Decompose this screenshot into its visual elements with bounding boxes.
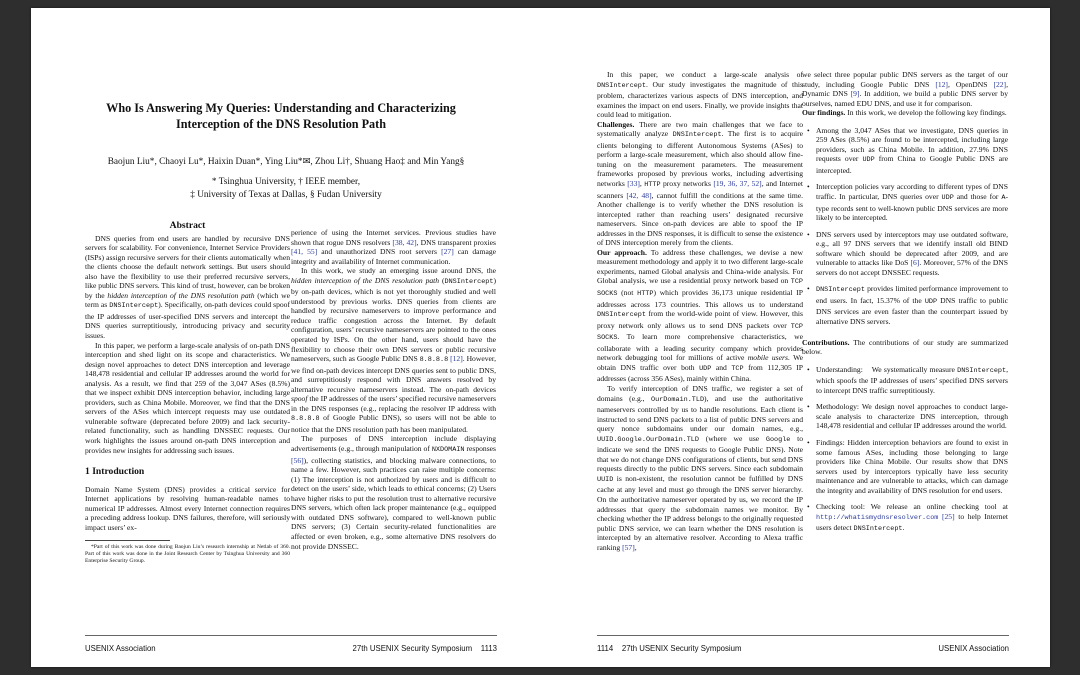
contributions-list [802,365,1008,535]
paragraph-verification: To verify interception of DNS traffic, we register a set of domains (e.g., OurDomain.TLD), and use the authoritative nameservers controlled by us to handle resolutions. Each client is instructed to send DNS packets to a list of public DNS servers and query nonce subdomains under our domain names, e.g., UUID.Google.OurDomain.TLD (where we use Google to indicate we send the DNS requests to Google Public DNS). Note that we do not change DNS configurations of clients, but send DNS requests directly to the public DNS servers. Since each subdomain UUID is non-existent, the resolution cannot be fulfilled by DNS cache at any level and must go through the DNS server hierarchy. On the authoritative nameserver operated by us, we record the IP addresses that query the subdomain names we monitor. By checking whether the IP address belongs to the originally requested public DNS service, we can learn whether the DNS resolution is intercepted by an alternative resolver. According to Alexa traffic ranking [57], [597,383,803,552]
citation-link[interactable]: [6] [910,258,920,268]
citation-link[interactable]: [56] [291,455,304,465]
list-item: • Understanding: We systematically measure DNSIntercept, which spoofs the IP addresses of users’ specified DNS servers to intercept DNS traffic surreptitiously. [802,365,1008,396]
footnote-rule [85,540,170,541]
footer-rule [597,635,1009,636]
citation-link[interactable]: [12] [935,79,948,89]
list-item: • Interception policies vary according to different types of DNS traffic. In particular, DNS queries over UDP and those for A-type records sent to well-known public DNS services are more likely to be intercepted. [802,182,1008,222]
citation-link[interactable]: [57] [622,542,635,552]
citation-link[interactable]: [38, 42] [392,237,417,247]
abstract-heading: Abstract [169,220,206,231]
paper-title [81,100,481,132]
abstract-paragraph-2: In this paper, we perform a large-scale analysis of on-path DNS interception and shed light on its scope and characteristics. We design novel approaches to detect DNS interception and leverage 148,478 residential and cellular IP addresses around the world for analysis. As a result, we find that 259 of the 3,047 ASes (8.5%) that we inspect exhibit DNS interception behavior, including large providers, such as China Mobile. Moreover, we find that the DNS servers of the ASes which intercept requests may use outdated vulnerable software (deprecated before 2009) and lack security-related functionality, such as handling DNSSEC requests. Our work highlights the issues around on-path DNS interception and provides new insights for addressing such issues. [85,340,290,455]
citation-link[interactable]: [33] [627,179,640,189]
affiliation-line-2: ‡ University of Texas at Dallas, § Fudan University [190,190,382,200]
footer-rule [85,635,497,636]
page-1114 [541,8,1050,667]
paragraph-targets: we select three popular public DNS servers as the target of our study, including Google Public DNS [12], OpenDNS [22], Dynamic DNS [9]. In addition, we build a public DNS server by ourselves, named EDU DNS, and use it for comparison. [802,70,1008,108]
affiliations [51,176,521,202]
findings-list [802,126,1008,327]
title-line-1: Who Is Answering My Queries: Understanding and Characterizing [106,101,456,115]
running-footer-page-number: 27th USENIX Security Symposium 1113 [352,644,497,653]
document-viewer-spread [31,8,1050,667]
list-item: • Methodology: We design novel approaches to conduct large-scale analysis to characterize DNS interception, through 148,478 residential and cellular IP addresses around the world. [802,402,1008,431]
intro-paragraph-3: In this work, we study an emerging issue around DNS, the hidden interception of the DNS resolution path (DNSIntercept) by on-path devices, which is not yet thoroughly studied and well understood by previous works. DNS queries from clients are handled by recursive nameservers to improve performance and reduce traffic congestion across the Internet. By default configuration, users’ recursive nameservers are pointed to the ones operated by ISPs. On the other hand, users should have the flexibility to choose their own DNS servers or public recursive nameservers, such as Google Public DNS 8.8.8.8 [12]. However, we find on-path devices intercept DNS queries sent to public DNS, and surreptitiously respond with DNS answers resolved by alternative recursive nameservers instead. The on-path devices spoof the IP addresses of the users’ specified recursive nameservers in the DNS responses (e.g., replacing the resolver IP address with 8.8.8.8 of Google Public DNS), so users will not be able to notice that the DNS resolution path has been manipulated. [291,266,496,434]
paragraph-contributions-intro: Contributions. The contributions of our study are summarized below. [802,337,1008,357]
paragraph-challenges: Challenges. There are two main challenges that we face to systematically analyze DNSIntercept. The first is to acquire clients belonging to different Autonomous Systems (ASes) to perform a large-scale measurement, which also should allow fine-tuning on the measurement parameters. The measurement frameworks proposed by previous works, including advertising networks [33], HTTP proxy networks [19, 36, 37, 52], and Internet scanners [42, 48], cannot fulfill the conditions at the same time. Another challenge is to verify whether the DNS resolution is intercepted rather than reaching users’ designated recursive nameservers. Since on-path devices are able to spoof the IP addresses in the DNS responses, it is difficult to sense the existence of DNS interception merely from the clients. [597,119,804,248]
running-footer-left: USENIX Association [85,644,156,653]
paragraph-approach: Our approach. To address these challenges, we devise a new measurement methodology and apply it to two different large-scale experiments, named Global analysis and China-wide analysis. For Global analysis, we use a residential proxy network based on TCP SOCKS (not HTTP) which provides 36,173 unique residential IP addresses across 173 countries. This allows us to understand DNSIntercept from the world-wide point of view. However, this proxy network only allows us to send DNS packets over TCP SOCKS. To learn more comprehensive characteristics, we collaborate with a leading security company which provides network debugging tool for millions of active mobile users. We obtain DNS traffic over both UDP and TCP from 112,305 IP addresses (across 356 ASes), mainly within China. [597,247,804,384]
title-line-2: Interception of the DNS Resolution Path [175,117,386,131]
left-column-2 [291,228,496,551]
left-column-1 [85,221,290,565]
paragraph-overview: In this paper, we conduct a large-scale analysis of DNSIntercept. Our study investigates the magnitude of this problem, characterizes various aspects of DNS interception, and examines the impact on end users. Finally, we provide insights that could lead to mitigation. [597,70,803,120]
citation-link[interactable]: [25] [941,511,955,521]
list-item: • DNS servers used by interceptors may use outdated software, e.g., all 97 DNS servers that we identify install old BIND software which should be deprecated after 2009, and are vulnerable to attacks like DoS [6]. Moreover, 57% of the DNS servers do not accept DNSSEC requests. [802,230,1008,278]
citation-link[interactable]: [22] [993,79,1007,89]
citation-link[interactable]: [27] [441,247,454,257]
checking-tool-link[interactable]: http://whatismydnsresolver.com [816,513,939,522]
list-item: • Among the 3,047 ASes that we investigate, DNS queries in 259 ASes (8.5%) are found to be intercepted, including large providers, such as China Mobile. In addition, 27.9% DNS requests over UDP from China to Google Public DNS are intercepted. [802,126,1008,176]
footnote: *Part of this work was done during Baojun Liu’s research internship at Netlab of 360. Part of this work was done in the Joint Research Center by Tsinghua University and 360 Enterprise Security Group. [85,544,290,565]
page-1113 [31,8,540,667]
citation-link[interactable]: [9] [850,89,860,99]
intro-paragraph-1: Domain Name System (DNS) provides a critical service for Internet applications by resolving human-readable names to numerical IP addresses. Almost every Internet connection requires a preceding address lookup. DNS failures, therefore, will seriously impact users’ ex- [85,484,290,532]
right-column-2 [802,70,1008,542]
citation-link[interactable]: [19, 36, 37, 52] [713,179,762,189]
citation-link[interactable]: [42, 48] [626,190,652,200]
list-item: • Findings: Hidden interception behaviors are found to exist in some famous ASes, including those belonging to large providers like China Mobile. Our results show that DNS servers used by interceptors typically have less security maintenance and are vulnerable to attacks, which can damage the integrity and availability of DNS resolution for end users. [802,438,1008,495]
running-footer-page-number: 1114 27th USENIX Security Symposium [597,644,742,653]
author-list: Baojun Liu*, Chaoyi Lu*, Haixin Duan*, Ying Liu*✉, Zhou Li†, Shuang Hao‡ and Min Yang§ [107,157,465,167]
list-item: • DNSIntercept provides limited performance improvement to end users. In fact, 15.37% of the UDP DNS traffic to public DNS services are even faster than the counterpart issued by alternative DNS servers. [802,284,1008,326]
running-footer-right: USENIX Association [938,644,1009,653]
right-column-1 [597,70,803,552]
intro-paragraph-4: The purposes of DNS interception include displaying advertisements (e.g., through manipulation of NXDOMAIN responses [56]), collecting statistics, and blocking malware connections, to name a few. However, such practices can raise multiple concerns: (1) The interception is not authorized by users and is difficult to detect on the users’ side, which leads to ethical concerns; (2) Users have higher risks to put the resolution trust to alternative recursive DNS servers, which often lack proper maintenance (e.g., equipped with outdated DNS software), compared to well-known public DNS servers; (3) Certain security-related functionalities are affected or even broken, e.g., some alternative DNS resolvers do not provide DNSSEC. [291,434,496,551]
citation-link[interactable]: [12] [450,354,463,364]
list-item: • Checking tool: We release an online checking tool at http://whatismydnsresolver.com [25] to help Internet users detect DNSIntercept. [802,502,1008,535]
abstract-paragraph-1: DNS queries from end users are handled by recursive DNS servers for scalability. For convenience, Internet Service Providers (ISPs) assign recursive servers for their clients automatically when the clients choose the default network settings. But users should also have the flexibility to use their preferred recursive servers, like public DNS servers. This kind of trust, however, can be broken by the hidden interception of the DNS resolution path (which we term as DNSIntercept). Specifically, on-path devices could spoof the IP addresses of user-specified DNS servers and intercept the DNS queries surreptitiously, introducing privacy and security issues. [85,233,290,341]
citation-link[interactable]: [41, 55] [291,247,318,257]
paragraph-findings-intro: Our findings. In this work, we develop the following key findings. [802,108,1007,118]
affiliation-line-1: * Tsinghua University, † IEEE member, [211,177,361,187]
intro-paragraph-2: perience of using the Internet services. Previous studies have shown that rogue DNS resolvers [38, 42], DNS transparent proxies [41, 55] and unauthorized DNS root servers [27] can damage integrity and availability of Internet communication. [291,228,497,266]
section-heading-introduction: 1 Introduction [85,466,145,478]
